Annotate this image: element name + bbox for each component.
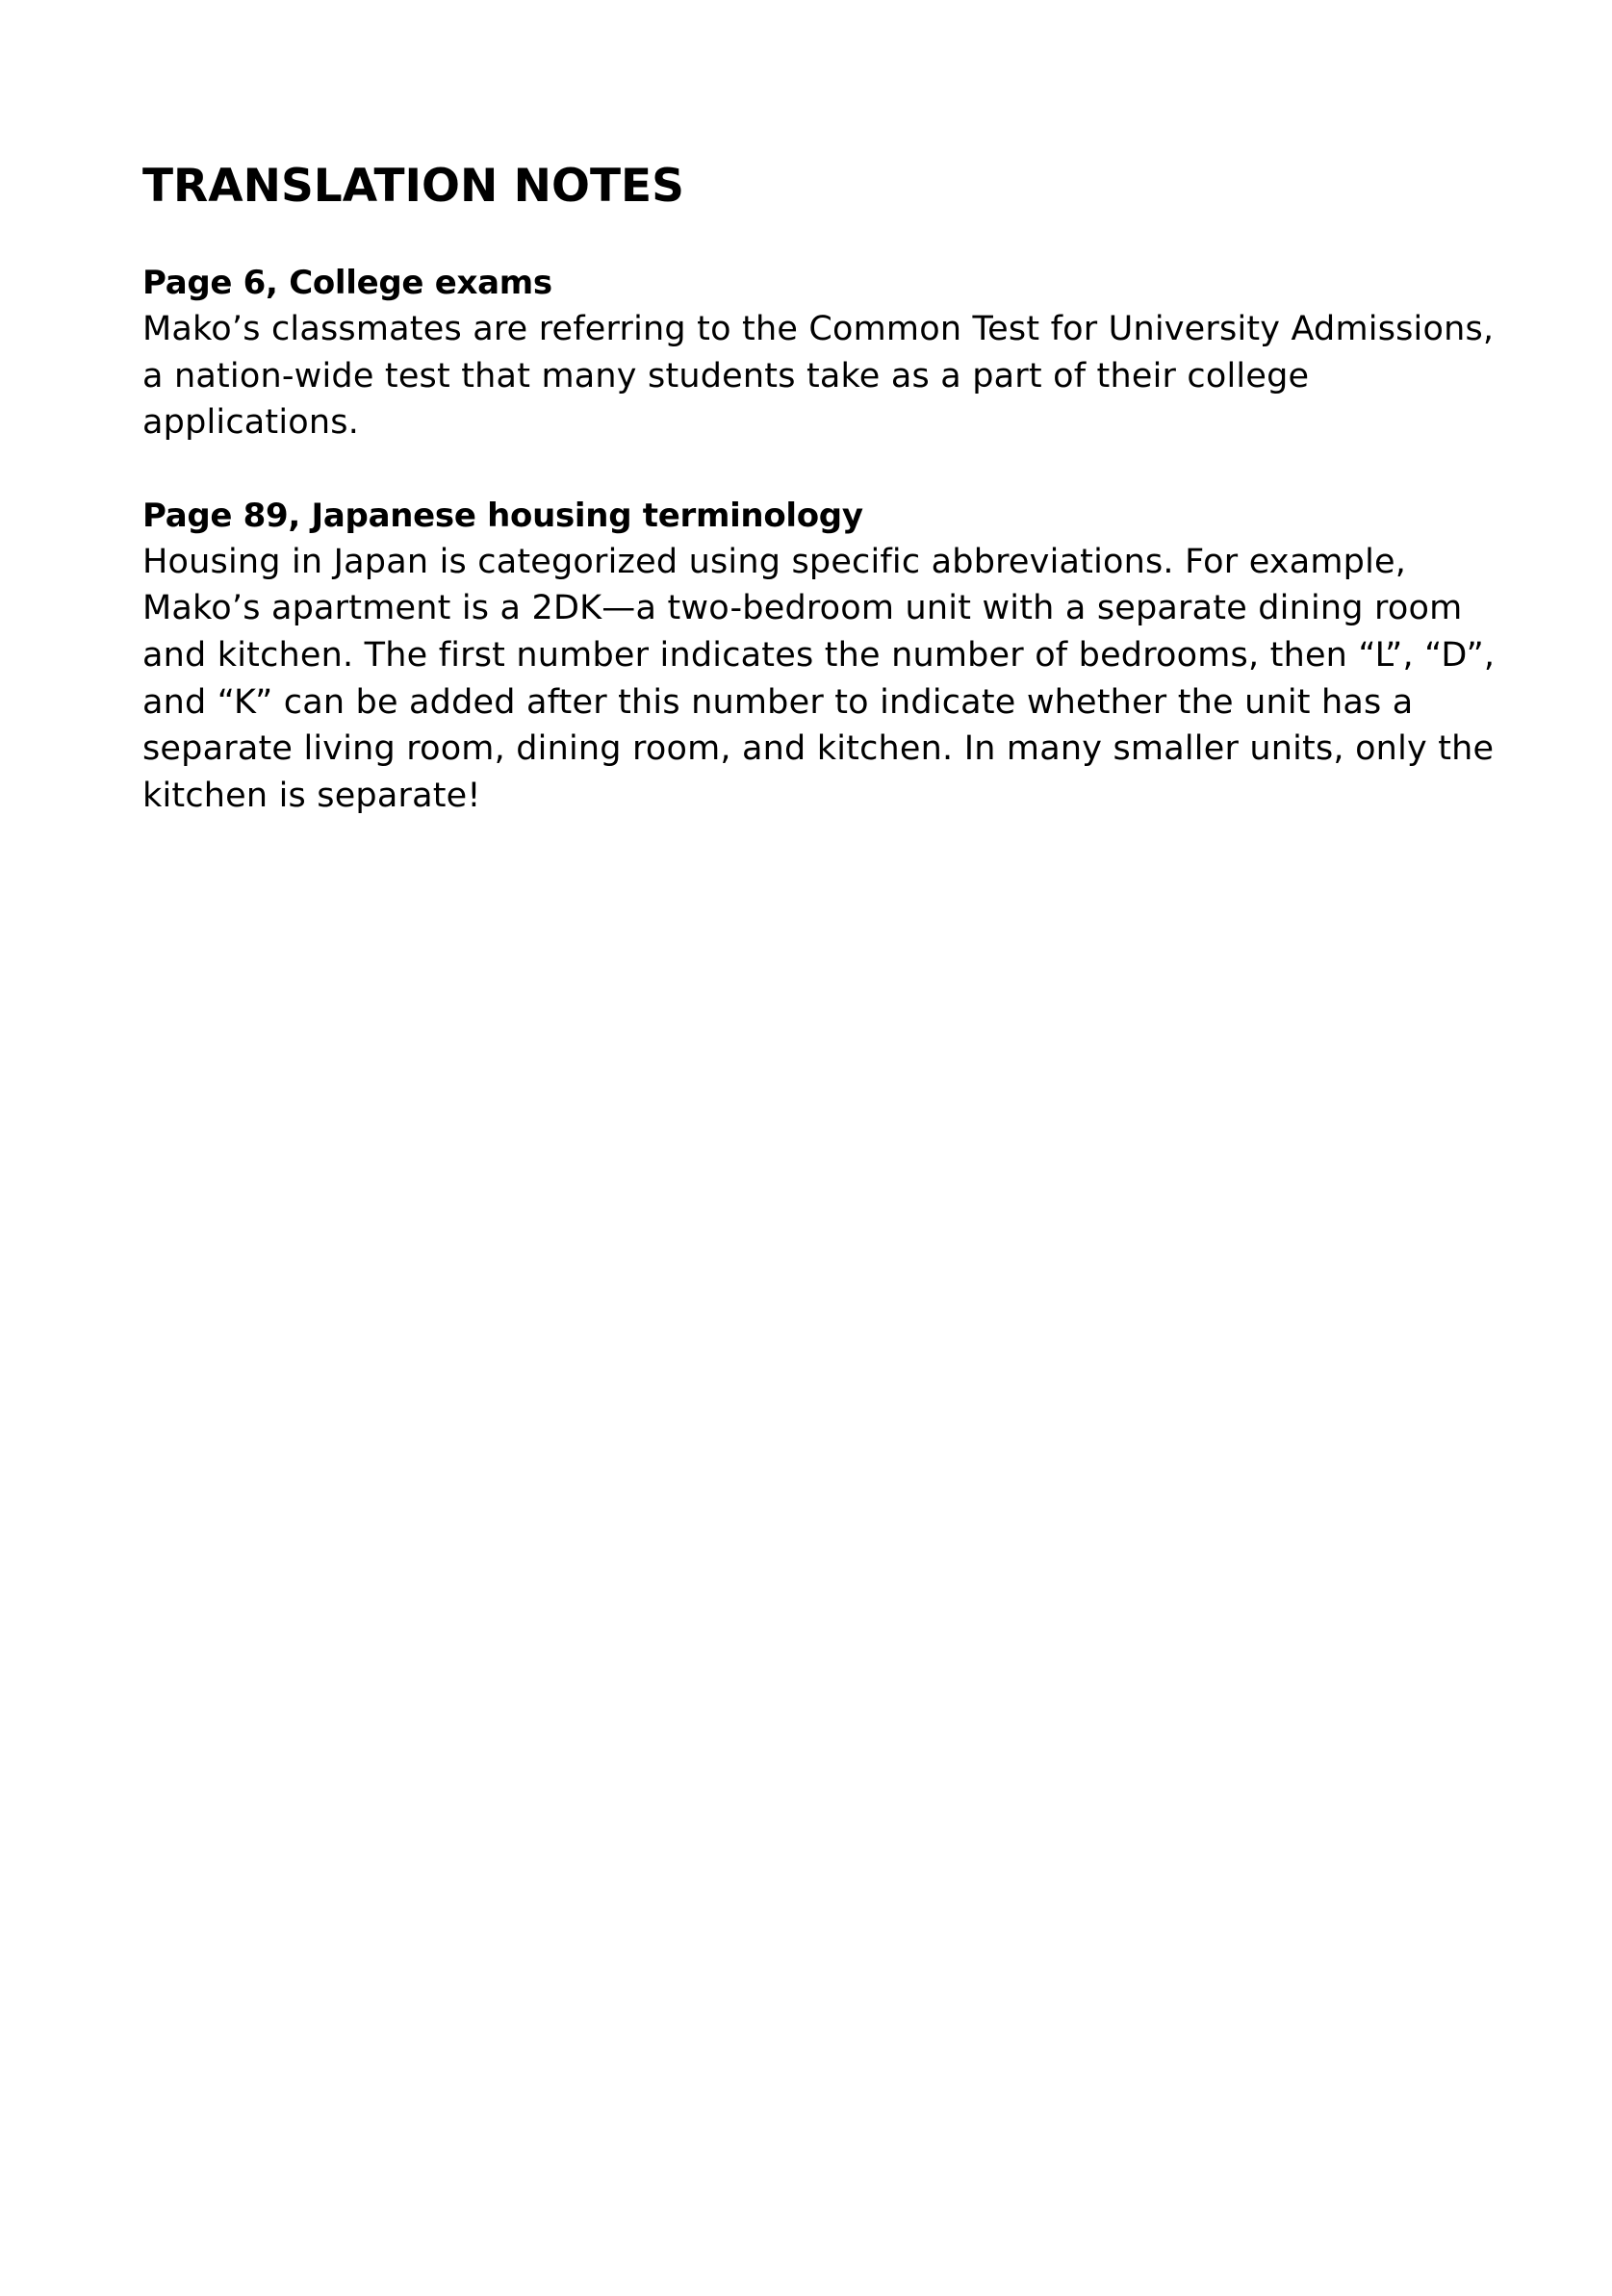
note-body: Mako’s classmates are referring to the Common Test for University Admissions, a nation-wide test that many students take as a part of their college applications. xyxy=(142,310,1495,443)
note-body: Housing in Japan is categorized using specific abbreviations. For example, Mako’s apartment is a 2DK—a two-bedroom unit with a separate dining room and kitchen. The first number indicates the number of bedrooms, then “L”, “D”, and “K” can be added after this number to indicate whether the unit has a separate living room, dining room, and kitchen. In many smaller units, only the kitchen is separate! xyxy=(142,542,1496,815)
translation-note xyxy=(142,493,1497,820)
translation-note xyxy=(142,260,1497,446)
note-heading: Page 89, Japanese housing terminology xyxy=(142,496,863,535)
note-heading: Page 6, College exams xyxy=(142,264,552,302)
page-title: TRANSLATION NOTES xyxy=(142,160,684,213)
